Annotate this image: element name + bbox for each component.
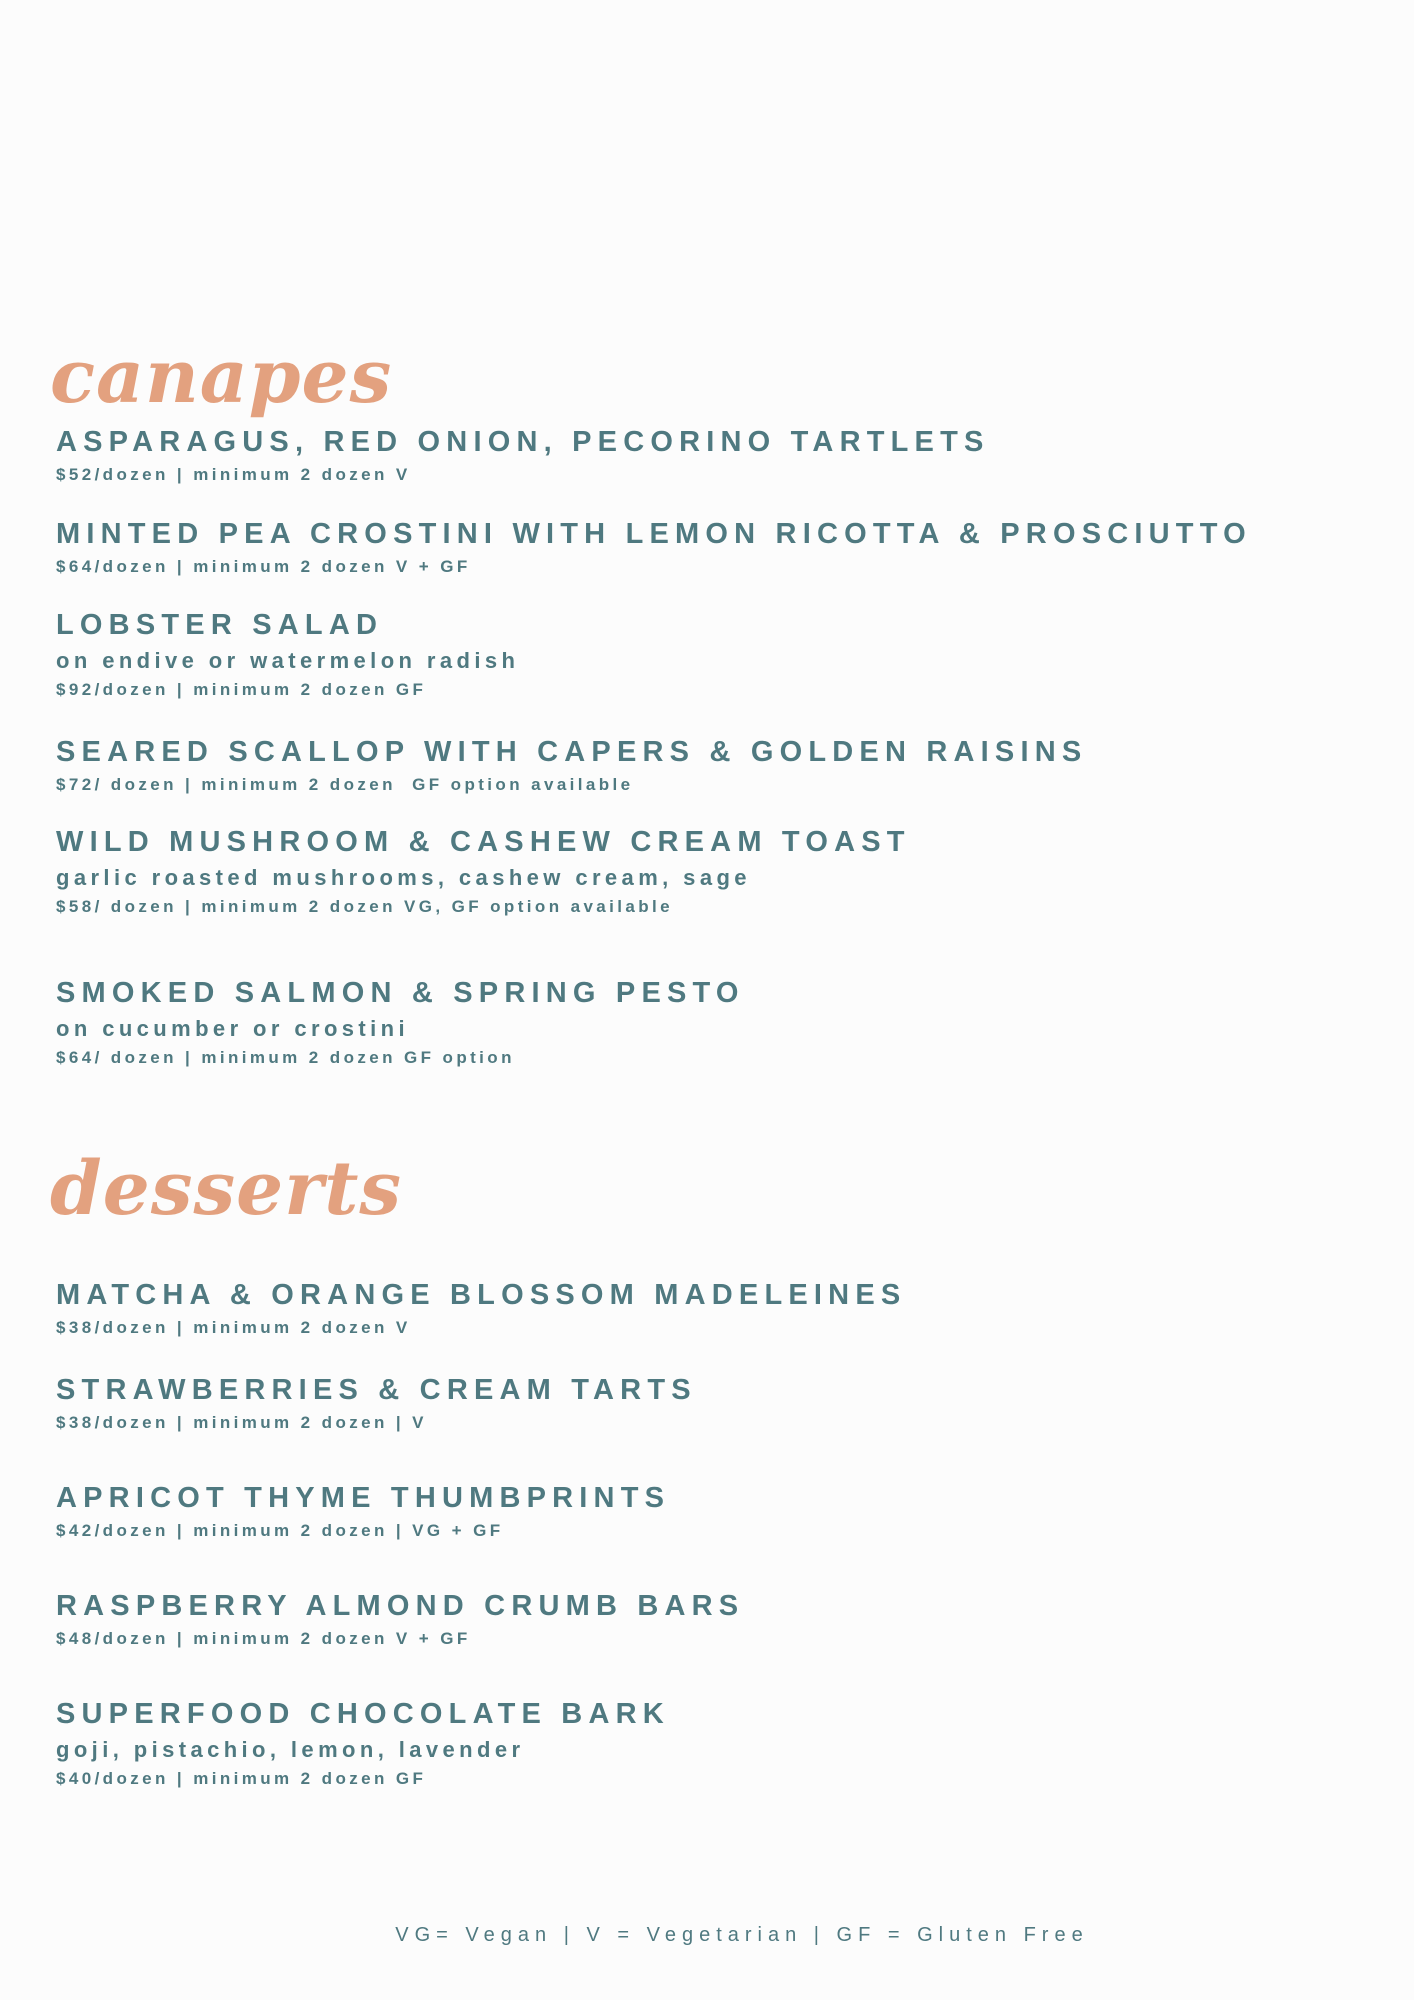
item-price: $48/dozen | minimum 2 dozen V + GF xyxy=(56,1629,471,1648)
menu-item xyxy=(56,1481,670,1542)
item-price: $64/dozen | minimum 2 dozen V + GF xyxy=(56,557,471,576)
item-title: SEARED SCALLOP WITH CAPERS & GOLDEN RAISINS xyxy=(56,736,1088,768)
item-title: LOBSTER SALAD xyxy=(56,609,384,641)
item-title: MATCHA & ORANGE BLOSSOM MADELEINES xyxy=(56,1279,907,1311)
menu-item xyxy=(56,425,990,486)
item-title: RASPBERRY ALMOND CRUMB BARS xyxy=(56,1590,745,1622)
menu-item xyxy=(56,1278,906,1339)
desserts-heading: desserts xyxy=(50,1146,403,1232)
menu-item xyxy=(56,1373,697,1434)
item-title: ASPARAGUS, RED ONION, PECORINO TARTLETS xyxy=(56,426,990,458)
item-description: on endive or watermelon radish xyxy=(56,648,520,673)
item-price: $92/dozen | minimum 2 dozen GF xyxy=(56,680,427,699)
menu-item xyxy=(56,608,519,701)
item-description: on cucumber or crostini xyxy=(56,1016,410,1041)
item-price: $42/dozen | minimum 2 dozen | VG + GF xyxy=(56,1521,504,1540)
item-price: $58/ dozen | minimum 2 dozen VG, GF option available xyxy=(56,897,674,916)
item-price: $38/dozen | minimum 2 dozen V xyxy=(56,1318,411,1337)
item-description: goji, pistachio, lemon, lavender xyxy=(56,1737,525,1762)
item-price: $64/ dozen | minimum 2 dozen GF option xyxy=(56,1048,515,1067)
item-title: MINTED PEA CROSTINI WITH LEMON RICOTTA & PROSCIUTTO xyxy=(56,518,1252,550)
item-title: WILD MUSHROOM & CASHEW CREAM TOAST xyxy=(56,826,911,858)
dietary-legend: VG= Vegan | V = Vegetarian | GF = Gluten Free xyxy=(395,1924,1089,1946)
item-title: APRICOT THYME THUMBPRINTS xyxy=(56,1482,671,1514)
menu-item xyxy=(56,735,1087,796)
canapes-heading: canapes xyxy=(50,334,393,420)
menu-item xyxy=(56,825,911,918)
menu-item xyxy=(56,976,745,1069)
item-price: $72/ dozen | minimum 2 dozen GF option available xyxy=(56,775,634,794)
item-price: $40/dozen | minimum 2 dozen GF xyxy=(56,1769,427,1788)
menu-item xyxy=(56,1589,744,1650)
item-title: SMOKED SALMON & SPRING PESTO xyxy=(56,977,745,1009)
item-title: STRAWBERRIES & CREAM TARTS xyxy=(56,1374,697,1406)
item-title: SUPERFOOD CHOCOLATE BARK xyxy=(56,1698,670,1730)
item-price: $52/dozen | minimum 2 dozen V xyxy=(56,465,411,484)
item-price: $38/dozen | minimum 2 dozen | V xyxy=(56,1413,427,1432)
menu-item xyxy=(56,1697,670,1790)
menu-item xyxy=(56,517,1252,578)
item-description: garlic roasted mushrooms, cashew cream, sage xyxy=(56,865,751,890)
